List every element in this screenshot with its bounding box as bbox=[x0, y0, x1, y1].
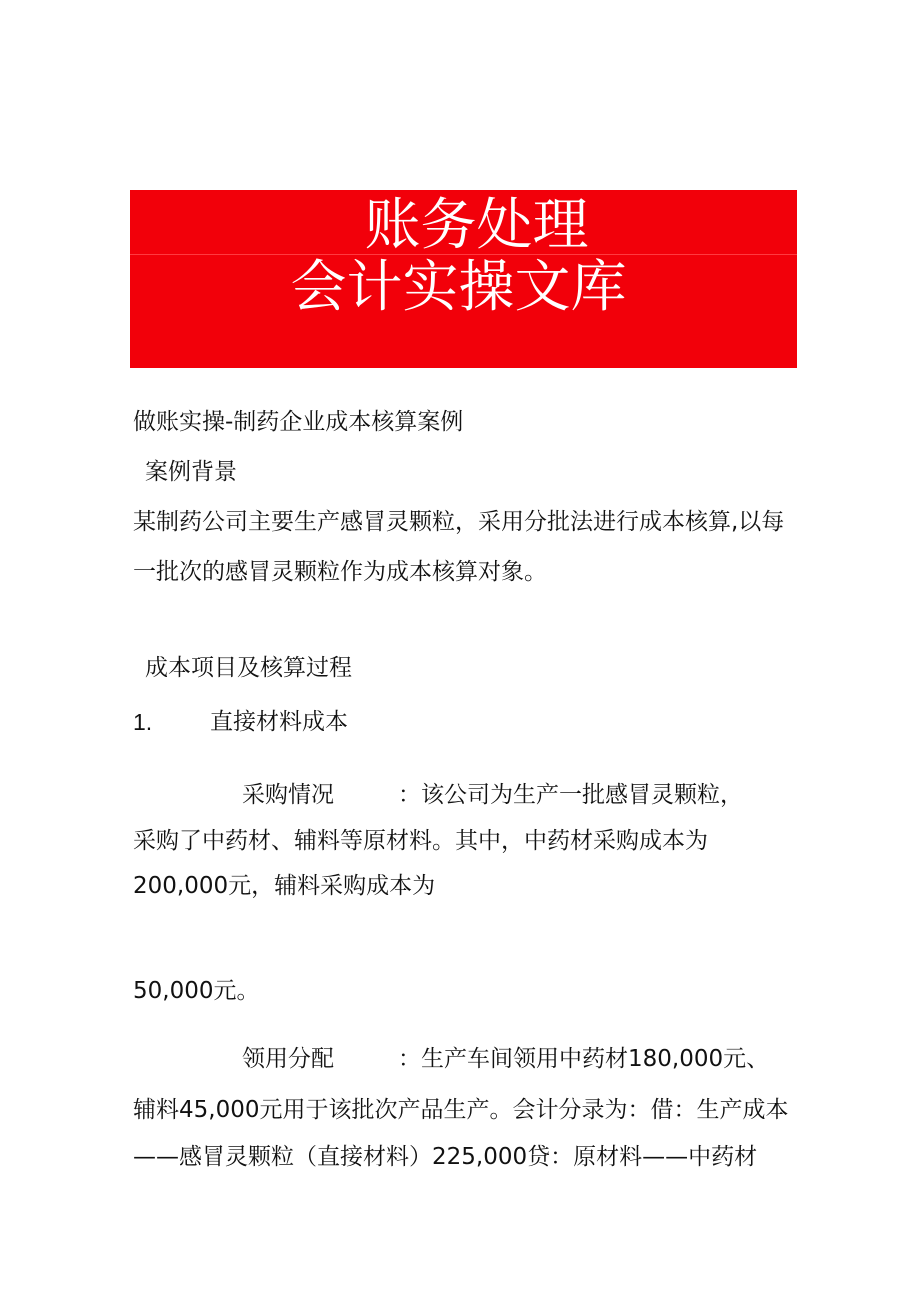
background-paragraph-line-2: 一批次的感冒灵颗粒作为成本核算对象。 bbox=[133, 559, 547, 585]
list-item-title: 直接材料成本 bbox=[210, 709, 348, 735]
purchase-text: ：该公司为生产一批感冒灵颗粒， bbox=[398, 782, 743, 808]
banner-title-line-1: 账务处理 bbox=[364, 193, 589, 258]
banner-title-line-2: 会计实操文库 bbox=[290, 255, 627, 320]
purchase-label: 采购情况 bbox=[242, 782, 334, 808]
allocation-line-3: ——感冒灵颗粒（直接材料）225,000贷：原材料——中药材 bbox=[133, 1144, 758, 1170]
allocation-text: ：生产车间领用中药材180,000元、 bbox=[398, 1046, 770, 1072]
background-paragraph-line-1: 某制药公司主要生产感冒灵颗粒，采用分批法进行成本核算,以每 bbox=[133, 509, 785, 535]
section-heading-process: 成本项目及核算过程 bbox=[145, 655, 352, 681]
purchase-line-2: 采购了中药材、辅料等原材料。其中，中药材采购成本为 bbox=[133, 828, 708, 854]
document-title: 做账实操-制药企业成本核算案例 bbox=[133, 409, 464, 435]
title-banner bbox=[130, 190, 797, 368]
purchase-line-4: 50,000元。 bbox=[133, 978, 260, 1004]
allocation-line-2: 辅料45,000元用于该批次产品生产。会计分录为：借：生产成本 bbox=[133, 1097, 789, 1123]
purchase-line-3: 200,000元，辅料采购成本为 bbox=[133, 873, 436, 899]
allocation-label: 领用分配 bbox=[242, 1046, 334, 1072]
section-heading-background: 案例背景 bbox=[145, 459, 237, 485]
list-item-number: 1. bbox=[133, 709, 153, 735]
